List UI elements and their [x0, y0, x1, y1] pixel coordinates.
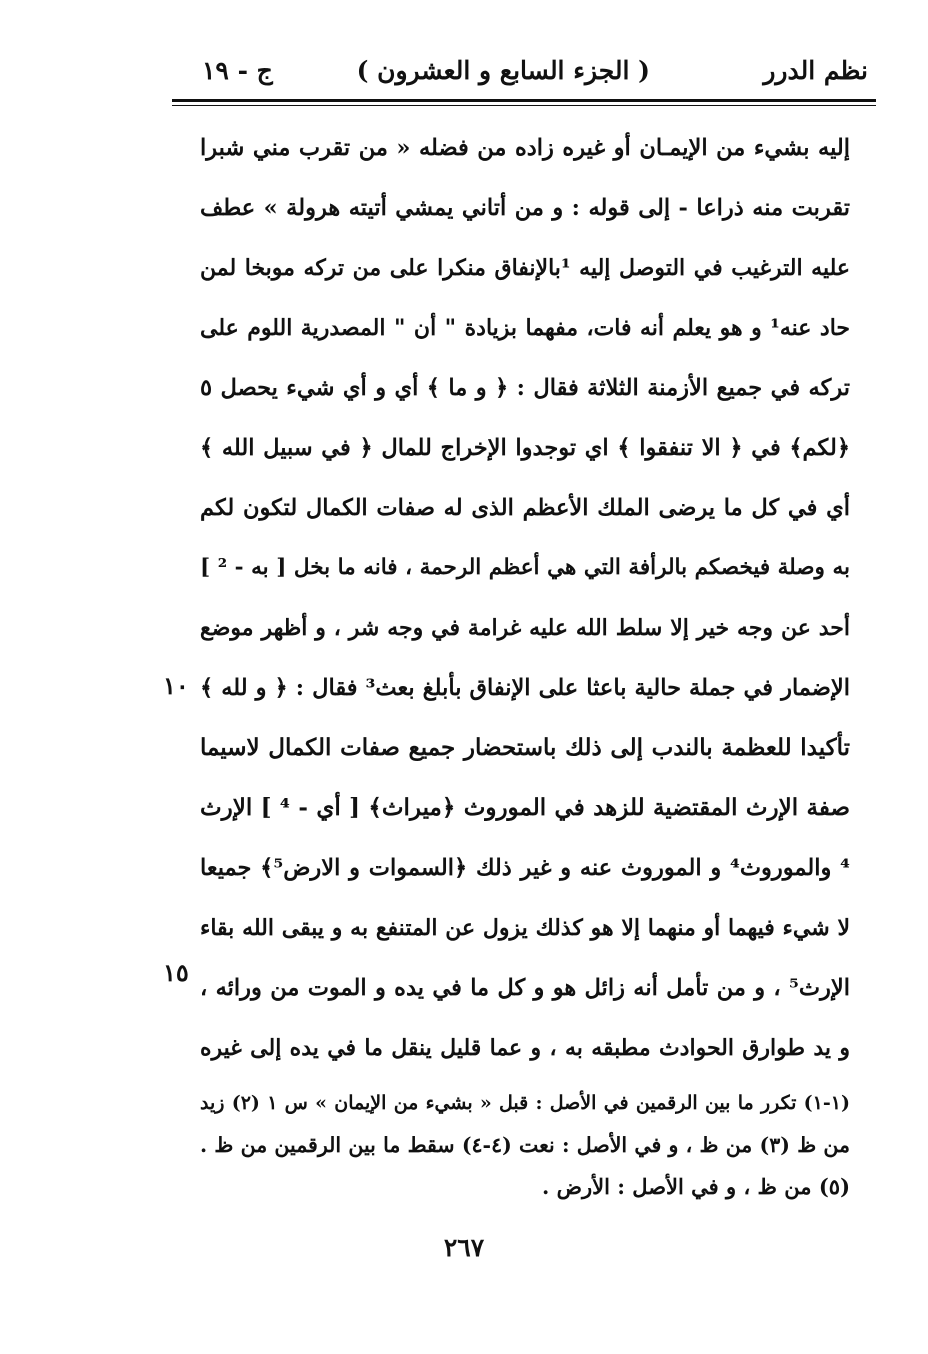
line-number-10: ١٠	[163, 671, 189, 700]
main-text	[200, 118, 850, 1078]
text-line: و يد طوارق الحوادث مطبقه به ، و عما قليل ينقل ما في يده إلى غيره	[200, 1035, 850, 1061]
text-line: أحد عن وجه خير إلا سلط الله عليه غرامة في وجه شر ، و أظهر موضع	[200, 615, 850, 641]
header-rule-thick	[172, 99, 876, 102]
footnote-line: (١-١) تكرر ما بين الرقمين في الأصل : قبل « بشيء من الإيمان » س ١ (٢) زيد	[200, 1092, 850, 1114]
text-line: أي في كل ما يرضى الملك الأعظم الذى له صفات الكمال لتكون لكم	[200, 495, 850, 521]
text-line: الإرث⁵ ، و من تأمل أنه زائل هو و كل ما في يده و الموت من ورائه ،	[200, 975, 850, 1001]
text-line: ⁴ والموروث⁴ و الموروث عنه و غير ذلك ﴿السموات و الارض⁵﴾ جميعا	[200, 855, 850, 881]
text-line: تأكيدا للعظمة بالندب إلى ذلك باستحضار جميع صفات الكمال لاسيما	[200, 734, 850, 761]
volume-number: ج - ١٩	[202, 56, 273, 85]
text-line: عليه الترغيب في التوصل إليه ¹بالإنفاق منكرا على من تركه موبخا لمن	[200, 255, 850, 281]
text-line: تقربت منه ذراعا - إلى قوله : و من أتاني يمشي أتيته هرولة » عطف	[200, 195, 850, 221]
text-line: لا شيء فيهما أو منهما إلا هو كذلك يزول عن المتنفع به و يبقى الله بقاء	[200, 915, 850, 941]
text-line: به وصلة فيخصكم بالرأفة التي هي أعظم الرحمة ، فانه ما بخل [ به - ² ]	[200, 555, 850, 580]
text-line: تركه في جميع الأزمنة الثلاثة فقال : ﴿ و ما ﴾ أي و أي شيء يحصل ٥	[200, 375, 850, 401]
footnote-line: (٥) من ظ ، و في الأصل : الأرض .	[541, 1174, 850, 1199]
header-rule-thin	[172, 105, 876, 106]
text-line: ﴿لكم﴾ في ﴿ الا تنفقوا ﴾ اي توجدوا الإخراج للمال ﴿ في سبيل الله ﴾	[200, 435, 850, 461]
text-line: حاد عنه¹ و هو يعلم أنه فات، مفهما بزيادة " أن " المصدرية اللوم على	[200, 315, 851, 341]
text-line: إليه بشيء من الإيمـان أو غيره زاده من فضله « من تقرب مني شبرا	[200, 135, 850, 161]
page-number: ٢٦٧	[443, 1233, 485, 1262]
text-line: الإضمار في جملة حالية باعثا على الإنفاق بأبلغ بعث³ فقال : ﴿ و لله ﴾	[200, 675, 850, 701]
book-title: نظم الدرر	[763, 56, 868, 85]
text-line: صفة الإرث المقتضية للزهد في الموروث ﴿ميراث﴾ [ أي - ⁴ ] الإرث	[200, 794, 850, 821]
footnote-line: من ظ (٣) من ظ ، و في الأصل : نعت (٤-٤) سقط ما بين الرقمين من ظ .	[200, 1133, 850, 1157]
footnotes	[200, 1082, 850, 1208]
running-header	[172, 52, 872, 92]
line-number-15: ١٥	[163, 958, 189, 987]
part-title: ( الجزء السابع و العشرون )	[356, 56, 650, 85]
